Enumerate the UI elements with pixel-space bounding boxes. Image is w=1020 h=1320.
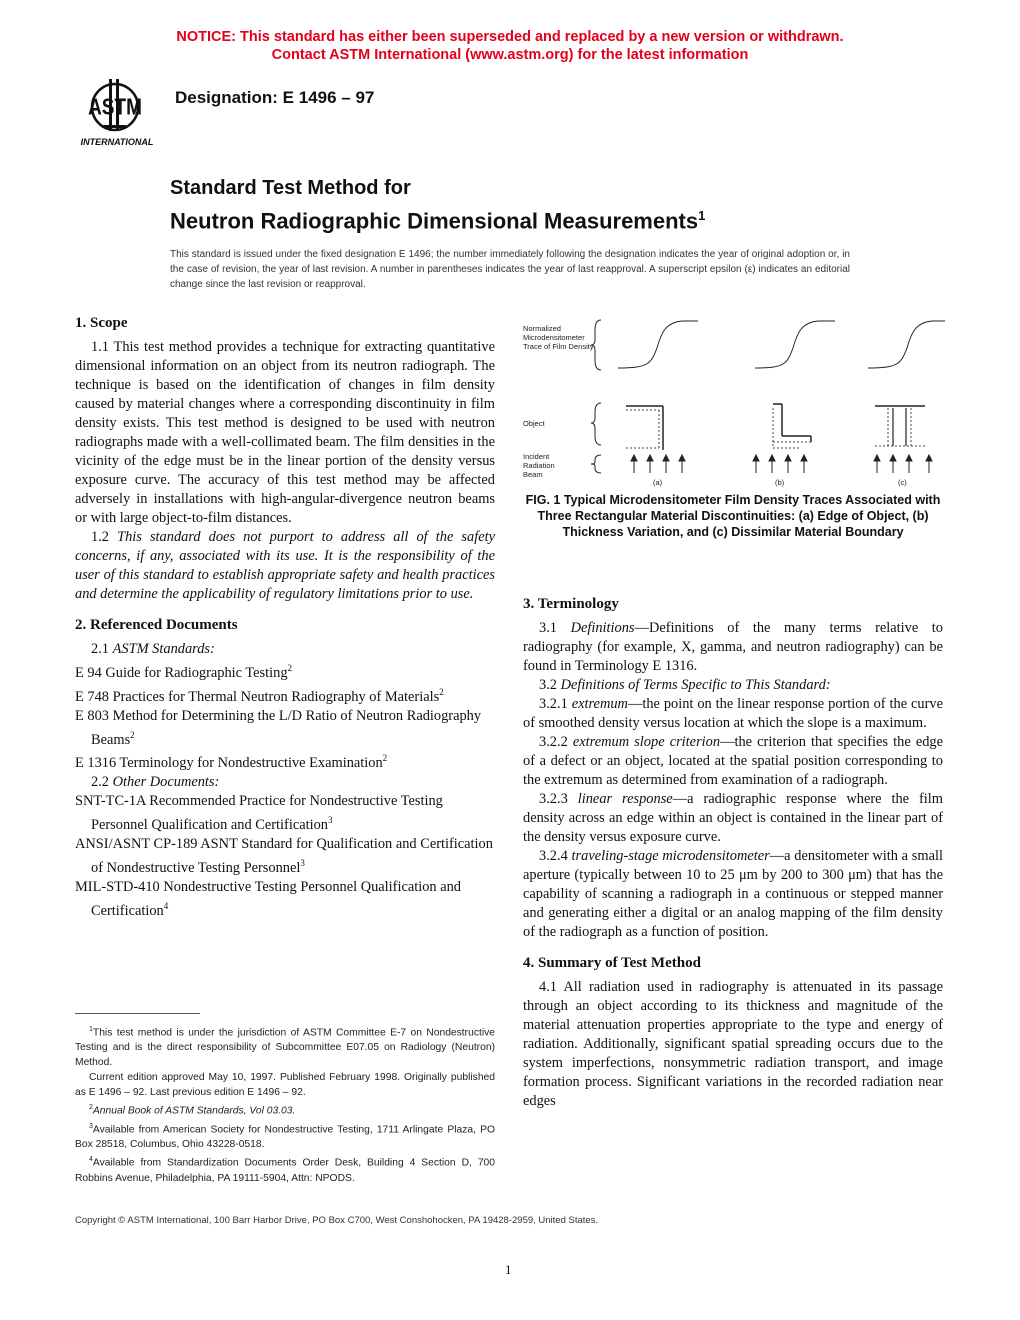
footnote: $^1$This test method is under the jurisdiction of ASTM Committee E-7 on Nondestructive Testing and is the direct responsibility of Subcommittee E07.05 on Radiology (Neutron) Method. <box>75 1026 495 1069</box>
definition-3-2-4: 3.2.4 traveling-stage microdensitometer—a densitometer with a small aperture (typically between 10 to 25 μm by 200 to 300 μm) that has the capability of scanning a radiograph in a continuous or stepped manner and generating either a digital or an analog mapping of the film density of the radiograph as a function of position. <box>523 848 943 940</box>
logo-text: ASTM <box>88 95 142 121</box>
astm-standards-label: 2.1 ASTM Standards: <box>91 641 215 657</box>
footnotes <box>75 1022 495 1186</box>
withdrawn-notice <box>0 28 1020 64</box>
row-label-object: Object <box>523 419 545 428</box>
brace-beam <box>591 455 601 473</box>
section-heading-terminology: 3. Terminology <box>523 596 619 612</box>
panel-label-c: (c) <box>898 478 907 487</box>
definition-3-2-2: 3.2.2 extremum slope criterion—the criterion that specifies the edge of a defect or an object, located at the spatial position corresponding to the extremum as determined from examination of a radiograph. <box>523 734 943 788</box>
right-column <box>523 595 943 1111</box>
reference-item: MIL-STD-410 Nondestructive Testing Personnel Qualification and Certification$^4$ <box>75 878 461 919</box>
paragraph-1-1: 1.1 This test method provides a technique for extracting quantitative dimensional information on an object from its neutron radiograph. The technique is based on the identification of changes in film density caused by material changes where a corresponding discontinuity in film density exists. This test method is designed to be used with neutron radiographs made with a well-collimated beam. The film densities in the vicinity of the edge must be in the linear portion of the density versus exposure curve. The accuracy of this test method may be affected adversely in installations with high-angular-divergence neutron beams or with large object-to-film distances. <box>75 339 495 526</box>
beam-arrows <box>631 455 932 473</box>
document-title <box>170 175 705 234</box>
paragraph-4-1: 4.1 All radiation used in radiography is attenuated in its passage through an object according to its thickness and magnitude of the material attenuation properties appropriate to the type and energy of radiation. Additionally, significant spatial spreading occurs due to the system imperfections, nonsymmetric radiation transport, and image formation process. Significant variations in the recorded radiation near edges <box>523 979 943 1109</box>
reference-item: E 94 Guide for Radiographic Testing$^2$ <box>75 663 293 681</box>
footnote: $^3$Available from American Society for Nondestructive Testing, 1711 Arlingate Plaza, PO Box 28518, Columbus, Ohio 43228-0518. <box>75 1122 495 1151</box>
trace-c <box>868 321 945 368</box>
paragraph-3-1: 3.1 Definitions—Definitions of the many terms relative to radiography (for example, X, gamma, and neutron radiography) can be found in Terminology E 1316. <box>523 620 943 674</box>
footnote: Current edition approved May 10, 1997. Published February 1998. Originally published as E 1496 – 92. Last previous edition E 1496 – 92. <box>75 1072 495 1099</box>
paragraph-1-2: 1.2 This standard does not purport to address all of the safety concerns, if any, associated with its use. It is the responsibility of the user of this standard to establish appropriate safety and health practices and determine the applicability of regulatory limitations prior to use. <box>75 529 495 602</box>
copyright: Copyright © ASTM International, 100 Barr Harbor Drive, PO Box C700, West Conshohocken, PA 19428-2959, United States. <box>75 1215 599 1226</box>
left-column <box>75 314 495 921</box>
panel-label-a: (a) <box>653 478 663 487</box>
object-c <box>875 406 925 446</box>
trace-a <box>618 321 698 368</box>
object-a <box>626 406 663 450</box>
logo-subtext: INTERNATIONAL <box>80 137 154 147</box>
astm-logo-mark <box>75 75 161 150</box>
reference-item: E 803 Method for Determining the L/D Ratio of Neutron Radiography Beams$^2$ <box>75 707 482 748</box>
other-documents-label: 2.2 Other Documents: <box>91 774 220 791</box>
footnote: $^2$Annual Book of ASTM Standards, Vol 03.03. <box>89 1104 296 1117</box>
brace-trace <box>591 320 601 370</box>
section-heading-summary: 4. Summary of Test Method <box>523 955 701 971</box>
definition-3-2-3: 3.2.3 linear response—a radiographic response where the film density across an edge within an object is contained in the linear part of the density versus exposure curve. <box>523 791 943 845</box>
reference-item: E 1316 Terminology for Nondestructive Examination$^2$ <box>75 753 388 772</box>
section-heading-referenced: 2. Referenced Documents <box>75 617 238 633</box>
footnote: $^4$Available from Standardization Documents Order Desk, Building 4 Section D, 700 Robbins Avenue, Philadelphia, PA 19111-5904, Attn: NPODS. <box>75 1156 495 1184</box>
reference-item: SNT-TC-1A Recommended Practice for Nondestructive Testing Personnel Qualification and Certification$^3$ <box>75 793 443 833</box>
title-line-2: Neutron Radiographic Dimensional Measurements$^1$ <box>170 208 706 234</box>
panel-label-b: (b) <box>775 478 785 487</box>
notice-line-2: Contact ASTM International (www.astm.org) for the latest information <box>271 47 749 63</box>
paragraph-3-2: 3.2 Definitions of Terms Specific to This Standard: <box>539 677 831 693</box>
trace-b <box>755 321 835 368</box>
astm-logo <box>75 75 161 150</box>
figure-1-drawing <box>523 318 948 488</box>
figure-1-caption: FIG. 1 Typical Microdensitometer Film Density Traces Associated with Three Rectangular Material Discontinuities: (a) Edge of Object, (b) Thickness Variation, and (c) Dissimilar Material Boundary <box>525 493 941 539</box>
page-number: 1 <box>505 1262 512 1277</box>
preamble: This standard is issued under the fixed designation E 1496; the number immediately following the designation indicates the year of original adoption or, in the case of revision, the year of last revision. A number in parentheses indicates the year of last reapproval. A superscript epsilon (ε) indicates an editorial change since the last revision or reapproval. <box>170 249 850 290</box>
object-b <box>773 404 811 448</box>
reference-item: E 748 Practices for Thermal Neutron Radiography of Materials$^2$ <box>75 686 444 705</box>
footnote-rule <box>75 1013 200 1014</box>
notice-line-1: NOTICE: This standard has either been superseded and replaced by a new version or withdrawn. <box>176 29 844 45</box>
row-label-trace: Normalized Microdensitometer Trace of Film Density <box>523 324 594 351</box>
figure-1 <box>523 318 948 488</box>
designation: Designation: E 1496 – 97 <box>175 88 375 107</box>
section-heading-scope: 1. Scope <box>75 315 128 331</box>
row-label-beam: Incident Radiation Beam <box>523 452 555 479</box>
title-line-1: Standard Test Method for <box>170 177 411 199</box>
brace-object <box>591 403 601 445</box>
reference-item: ANSI/ASNT CP-189 ASNT Standard for Qualification and Certification of Nondestructive Testing Personnel$^3$ <box>75 835 493 876</box>
definition-3-2-1: 3.2.1 extremum—the point on the linear response portion of the curve of smoothed density versus location at which the slope is a maximum. <box>523 696 943 731</box>
